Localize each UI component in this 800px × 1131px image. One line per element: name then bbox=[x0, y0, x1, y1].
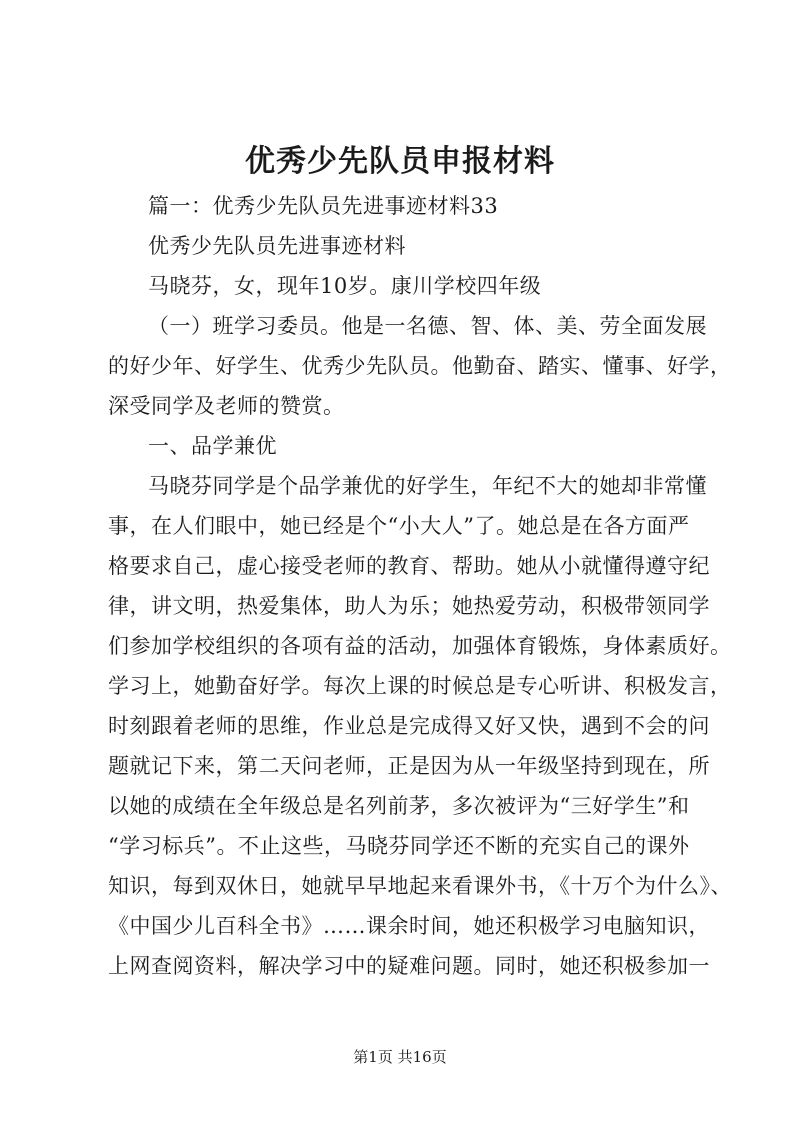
paragraph-line: 《中国少儿百科全书》……课余时间，她还积极学习电脑知识， bbox=[108, 914, 710, 938]
paragraph-line: 学习上，她勤奋好学。每次上课的时候总是专心听讲、积极发言， bbox=[108, 674, 732, 698]
section-heading-1: 篇一：优秀少先队员先进事迹材料33 bbox=[148, 194, 499, 218]
paragraph-line: 事，在人们眼中，她已经是个“小大人”了。她总是在各方面严 bbox=[108, 514, 690, 538]
paragraph-line: 时刻跟着老师的思维，作业总是完成得又好又快，遇到不会的问 bbox=[108, 714, 710, 738]
page-number: 第1页 共16页 bbox=[353, 1048, 447, 1066]
paragraph-line: “学习标兵”。不止这些，马晓芬同学还不断的充实自己的课外 bbox=[108, 834, 690, 858]
paragraph-line: 们参加学校组织的各项有益的活动，加强体育锻炼，身体素质好。 bbox=[108, 634, 732, 658]
paragraph-line: 格要求自己，虚心接受老师的教育、帮助。她从小就懂得遵守纪 bbox=[108, 554, 710, 578]
paragraph-line: 马晓芬，女，现年10岁。康川学校四年级 bbox=[148, 274, 542, 298]
subtitle: 优秀少先队员先进事迹材料 bbox=[148, 234, 406, 258]
section-heading-2: 一、品学兼优 bbox=[148, 434, 277, 458]
paragraph-line: （一）班学习委员。他是一名德、智、体、美、劳全面发展 bbox=[148, 314, 707, 338]
paragraph-line: 马晓芬同学是个品学兼优的好学生，年纪不大的她却非常懂 bbox=[148, 474, 707, 498]
paragraph-line: 律，讲文明，热爱集体，助人为乐；她热爱劳动，积极带领同学 bbox=[108, 594, 710, 618]
document-title: 优秀少先队员申报材料 bbox=[245, 144, 555, 179]
paragraph-line: 深受同学及老师的赞赏。 bbox=[108, 394, 345, 418]
paragraph-line: 上网查阅资料，解决学习中的疑难问题。同时，她还积极参加一 bbox=[108, 954, 710, 978]
paragraph-line: 知识，每到双休日，她就早早地起来看课外书，《十万个为什么》、 bbox=[108, 874, 732, 898]
paragraph-line: 题就记下来，第二天问老师，正是因为从一年级坚持到现在，所 bbox=[108, 754, 710, 778]
paragraph-line: 的好少年、好学生、优秀少先队员。他勤奋、踏实、懂事、好学， bbox=[108, 354, 732, 378]
paragraph-line: 以她的成绩在全年级总是名列前茅，多次被评为“三好学生”和 bbox=[108, 794, 690, 818]
